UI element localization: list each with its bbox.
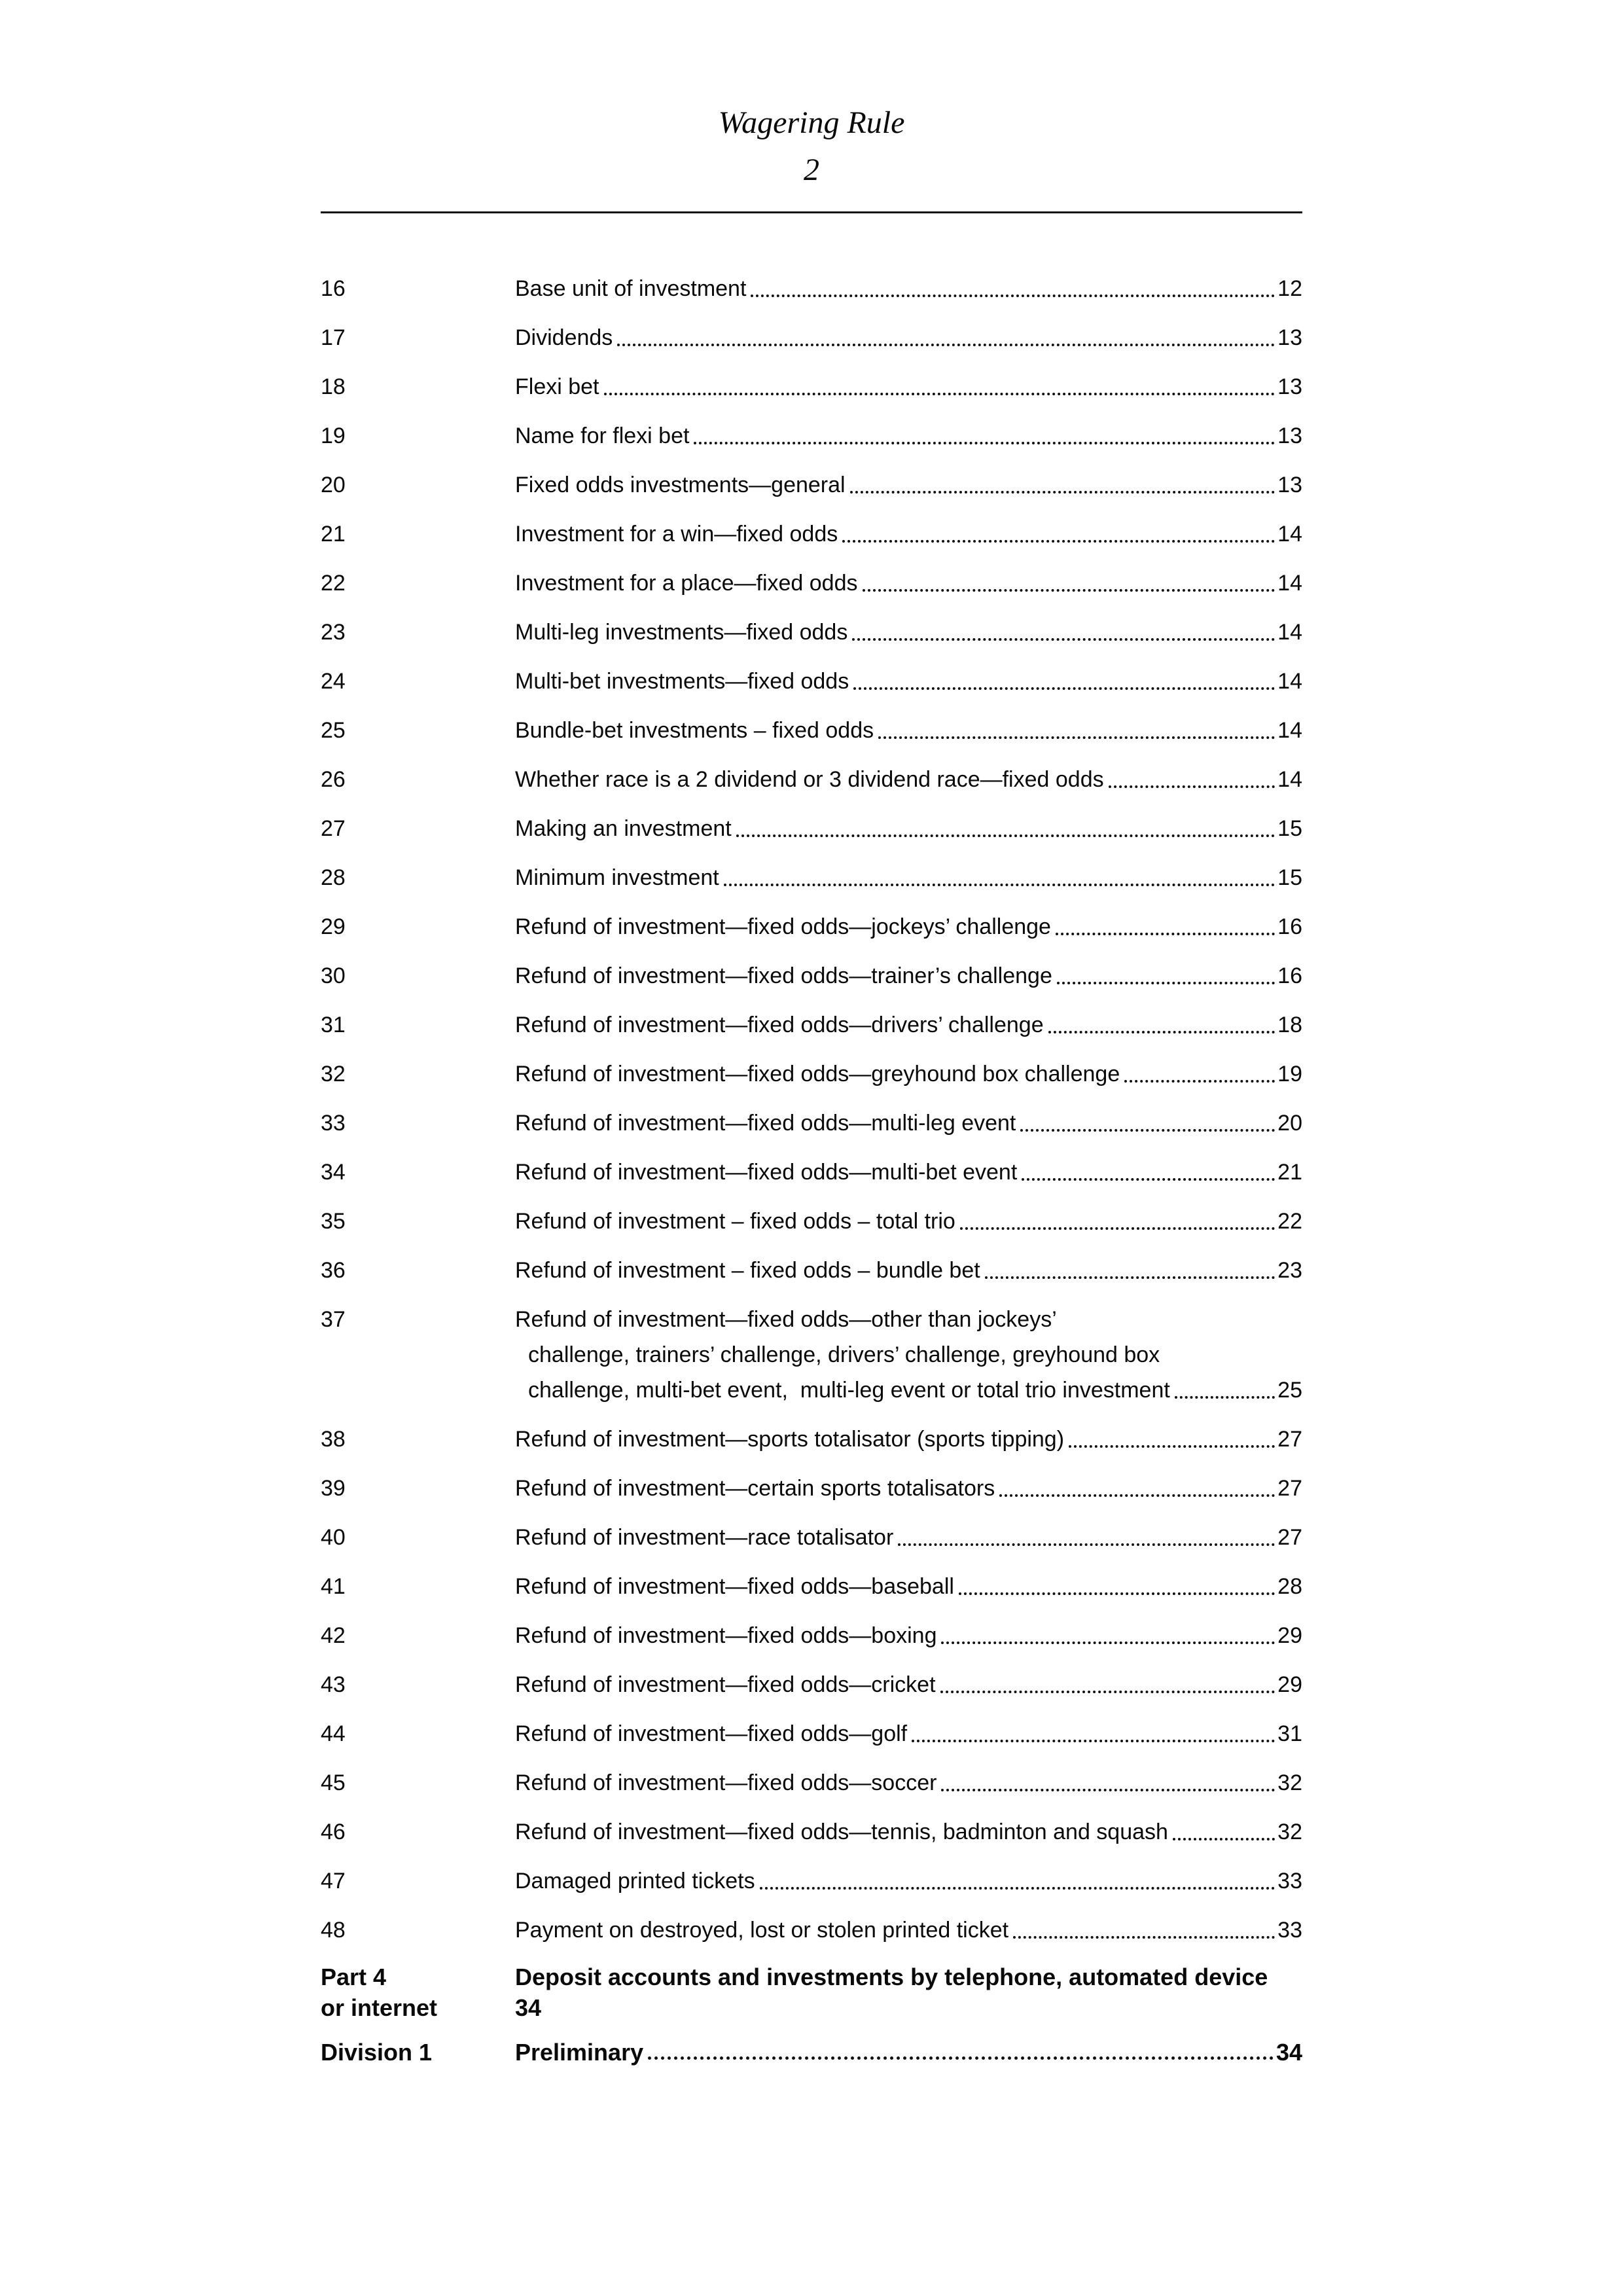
toc-entry-page: 15 [1277,865,1302,890]
dot-leader [898,1543,1275,1546]
toc-entry-title: Refund of investment—fixed odds—multi-bet event [515,1160,1018,1185]
toc-entry-page: 14 [1277,620,1302,645]
toc-entry [321,1007,1302,1043]
toc-entry [321,958,1302,994]
dot-leader [760,1887,1275,1890]
toc-entry [321,1618,1302,1653]
toc-entry-number: 42 [321,1623,346,1648]
toc-entry [321,1253,1302,1288]
toc-entry-number: 45 [321,1770,346,1795]
toc-entry-page: 27 [1277,1525,1302,1550]
toc-entry-title: Refund of investment—fixed odds—drivers’ challenge [515,1013,1044,1037]
toc-entry-number: 31 [321,1013,346,1037]
toc-entry-title: Refund of investment—fixed odds—boxing [515,1623,937,1648]
toc-entry-number: 23 [321,620,346,645]
toc-entry [321,860,1302,895]
toc-entry-page: 14 [1277,767,1302,792]
dot-leader [736,834,1275,837]
toc-entry [321,1569,1302,1604]
toc-entry-number: 36 [321,1258,346,1283]
division-label: Division 1 [321,2039,433,2066]
dot-leader [850,491,1275,493]
toc-entry-page: 25 [1277,1378,1302,1403]
toc-entry-page: 23 [1277,1258,1302,1283]
toc-entry-page: 20 [1277,1111,1302,1136]
toc-entry-number: 22 [321,571,346,596]
toc-entry-title: Refund of investment—fixed odds—soccer [515,1770,937,1795]
toc-entry-title: Refund of investment—race totalisator [515,1525,894,1550]
toc-entry-page: 31 [1277,1721,1302,1746]
toc-entry-page: 13 [1277,325,1302,350]
toc-entry-title: Dividends [515,325,613,350]
toc-entry-title: Fixed odds investments—general [515,473,846,497]
dot-leader [842,540,1275,543]
toc-entry-number: 19 [321,423,346,448]
toc-entry-number: 47 [321,1869,346,1893]
toc-entry-number: 16 [321,276,346,301]
toc-entry-number: 29 [321,914,346,939]
toc-entry [321,1204,1302,1239]
dot-leader [959,1592,1275,1595]
dot-leader [617,344,1275,346]
toc-entry-title: Refund of investment—certain sports totalisators [515,1476,995,1501]
toc-entry-number: 27 [321,816,346,841]
toc-entry-number: 44 [321,1721,346,1746]
toc-entry-title: Multi-bet investments—fixed odds [515,669,849,694]
toc-entry [321,1155,1302,1190]
toc-entry-title: Refund of investment—fixed odds—trainer’s challenge [515,963,1052,988]
dot-leader [940,1691,1275,1693]
toc-entry-title: Refund of investment—fixed odds—tennis, badminton and squash [515,1820,1168,1844]
toc-entry-title: Whether race is a 2 dividend or 3 dividend race—fixed odds [515,767,1104,792]
toc-entries-group-b [321,1422,1302,1948]
toc-entry-page: 27 [1277,1476,1302,1501]
toc-entry-number: 20 [321,473,346,497]
toc-entry-title: Making an investment [515,816,732,841]
toc-entry [321,418,1302,454]
dot-leader [852,638,1275,641]
division-page: 34 [1275,2039,1302,2066]
toc-entry-page: 32 [1277,1770,1302,1795]
toc-entry-page: 18 [1277,1013,1302,1037]
division-title: Preliminary [515,2039,644,2066]
toc-entry [321,762,1302,797]
toc-entry-title-line-3: challenge, multi-bet event, multi-leg event or total trio investment [528,1378,1170,1403]
toc-entry-page: 13 [1277,473,1302,497]
dot-leader [1020,1129,1275,1132]
dot-leader [863,589,1275,592]
dot-leader [1124,1080,1275,1083]
toc-entry-title: Damaged printed tickets [515,1869,755,1893]
toc-entry-title: Bundle-bet investments – fixed odds [515,718,874,743]
toc-entry [321,664,1302,699]
toc-entry-title: Investment for a win—fixed odds [515,522,838,547]
toc-entry-title: Investment for a place—fixed odds [515,571,858,596]
dot-leader [1057,982,1275,984]
toc-entry-title: Refund of investment—fixed odds—golf [515,1721,908,1746]
toc-entry [321,1667,1302,1702]
toc-entry [321,1422,1302,1457]
toc-entry-number: 46 [321,1820,346,1844]
toc-entry-number: 41 [321,1574,346,1599]
part-title: Deposit accounts and investments by telephone, automated device [515,1964,1268,1990]
toc-entry-title: Payment on destroyed, lost or stolen printed ticket [515,1918,1009,1943]
part-label-line-1: Part 4 [321,1964,387,1990]
toc-entry-page: 14 [1277,718,1302,743]
toc-entry [321,1056,1302,1092]
toc-entry-title: Base unit of investment [515,276,747,301]
toc-entry-number: 30 [321,963,346,988]
toc-entry-title-line-2: challenge, trainers’ challenge, drivers’ challenge, greyhound box [528,1342,1160,1367]
toc-entry-number: 37 [321,1307,346,1332]
toc-entry [321,713,1302,748]
toc-entry-title-line-1: Refund of investment—fixed odds—other than jockeys’ [515,1307,1057,1332]
toc-entry-37 [321,1302,1302,1408]
toc-entry-title: Refund of investment—fixed odds—greyhound box challenge [515,1062,1120,1086]
toc-entry-title: Refund of investment – fixed odds – bundle bet [515,1258,980,1283]
toc-entry [321,1105,1302,1141]
toc-entry-number: 40 [321,1525,346,1550]
toc-entry-number: 18 [321,374,346,399]
dot-leader [912,1740,1275,1742]
toc-entry-page: 13 [1277,423,1302,448]
toc-entries-group-a [321,271,1302,1288]
toc-entry [321,369,1302,404]
toc-entry-number: 17 [321,325,346,350]
dot-leader [1013,1936,1275,1939]
document-header [321,99,1302,194]
toc-entry [321,1814,1302,1850]
toc-entry [321,320,1302,355]
toc-entry-page: 12 [1277,276,1302,301]
header-rule [321,211,1302,213]
toc-entry-number: 34 [321,1160,346,1185]
toc-entry-number: 33 [321,1111,346,1136]
toc-entry-page: 15 [1277,816,1302,841]
toc-entry [321,1912,1302,1948]
dot-leader [1109,785,1275,788]
dot-leader [960,1227,1275,1230]
part-label-line-2: or internet [321,1994,438,2021]
toc-entry-number: 38 [321,1427,346,1452]
toc-entry-page: 27 [1277,1427,1302,1452]
dot-leader [694,442,1275,444]
toc-entry-page: 21 [1277,1160,1302,1185]
toc-entry-page: 16 [1277,914,1302,939]
toc-entry [321,811,1302,846]
toc-entry-title: Multi-leg investments—fixed odds [515,620,848,645]
toc-entry-page: 29 [1277,1623,1302,1648]
toc-entry-number: 26 [321,767,346,792]
dot-leader [1173,1838,1275,1840]
toc-entry-title: Refund of investment—fixed odds—baseball [515,1574,954,1599]
dot-leader [1022,1178,1275,1181]
toc-entry [321,565,1302,601]
toc-entry-number: 28 [321,865,346,890]
document-title: Wagering Rule [718,105,905,140]
toc-entry-page: 32 [1277,1820,1302,1844]
toc-entry [321,1716,1302,1751]
dot-leader [648,2056,1274,2060]
dot-leader [1056,933,1275,935]
toc-entry-number: 25 [321,718,346,743]
toc-entry-page: 29 [1277,1672,1302,1697]
toc-entry-title: Minimum investment [515,865,719,890]
toc-entry-number: 43 [321,1672,346,1697]
dot-leader [751,295,1275,297]
toc-entry [321,909,1302,944]
part-page: 34 [515,1994,542,2021]
header-page-number: 2 [804,152,819,187]
toc-entry-title: Flexi bet [515,374,599,399]
dot-leader [724,884,1275,886]
toc-entry-page: 19 [1277,1062,1302,1086]
dot-leader [604,393,1275,395]
dot-leader [941,1789,1275,1791]
toc-entry-page: 33 [1277,1918,1302,1943]
toc-entry [321,1765,1302,1801]
toc-entry-page: 14 [1277,571,1302,596]
dot-leader [853,687,1275,690]
toc-entry-page: 22 [1277,1209,1302,1234]
toc-entry-number: 48 [321,1918,346,1943]
toc-entry-title: Refund of investment – fixed odds – total trio [515,1209,955,1234]
toc-entry-page: 14 [1277,522,1302,547]
dot-leader [985,1276,1275,1279]
toc-entry-number: 24 [321,669,346,694]
toc-entry-number: 32 [321,1062,346,1086]
toc-entry [321,516,1302,552]
toc-entry [321,467,1302,503]
toc-entry-title: Refund of investment—fixed odds—jockeys’ challenge [515,914,1051,939]
toc-entry-page: 28 [1277,1574,1302,1599]
toc-entry-title: Refund of investment—fixed odds—multi-leg event [515,1111,1016,1136]
toc-entry-title: Refund of investment—sports totalisator (sports tipping) [515,1427,1065,1452]
toc-entry-title: Name for flexi bet [515,423,690,448]
toc-entry [321,1471,1302,1506]
dot-leader [941,1641,1275,1644]
toc-entry-number: 39 [321,1476,346,1501]
toc-entry-page: 13 [1277,374,1302,399]
table-of-contents [321,271,1302,2068]
dot-leader [878,736,1275,739]
toc-division-1-heading [321,2037,1302,2068]
toc-entry [321,1863,1302,1899]
dot-leader [1069,1445,1275,1448]
toc-entry-number: 21 [321,522,346,547]
toc-part-4-heading [321,1962,1302,2023]
toc-entry-page: 16 [1277,963,1302,988]
toc-entry [321,615,1302,650]
toc-entry-number: 35 [321,1209,346,1234]
toc-entry-title: Refund of investment—fixed odds—cricket [515,1672,936,1697]
dot-leader [999,1494,1275,1497]
toc-entry-page: 33 [1277,1869,1302,1893]
toc-entry [321,271,1302,306]
toc-entry-page: 14 [1277,669,1302,694]
dot-leader [1175,1396,1275,1399]
toc-entry [321,1520,1302,1555]
dot-leader [1048,1031,1275,1033]
